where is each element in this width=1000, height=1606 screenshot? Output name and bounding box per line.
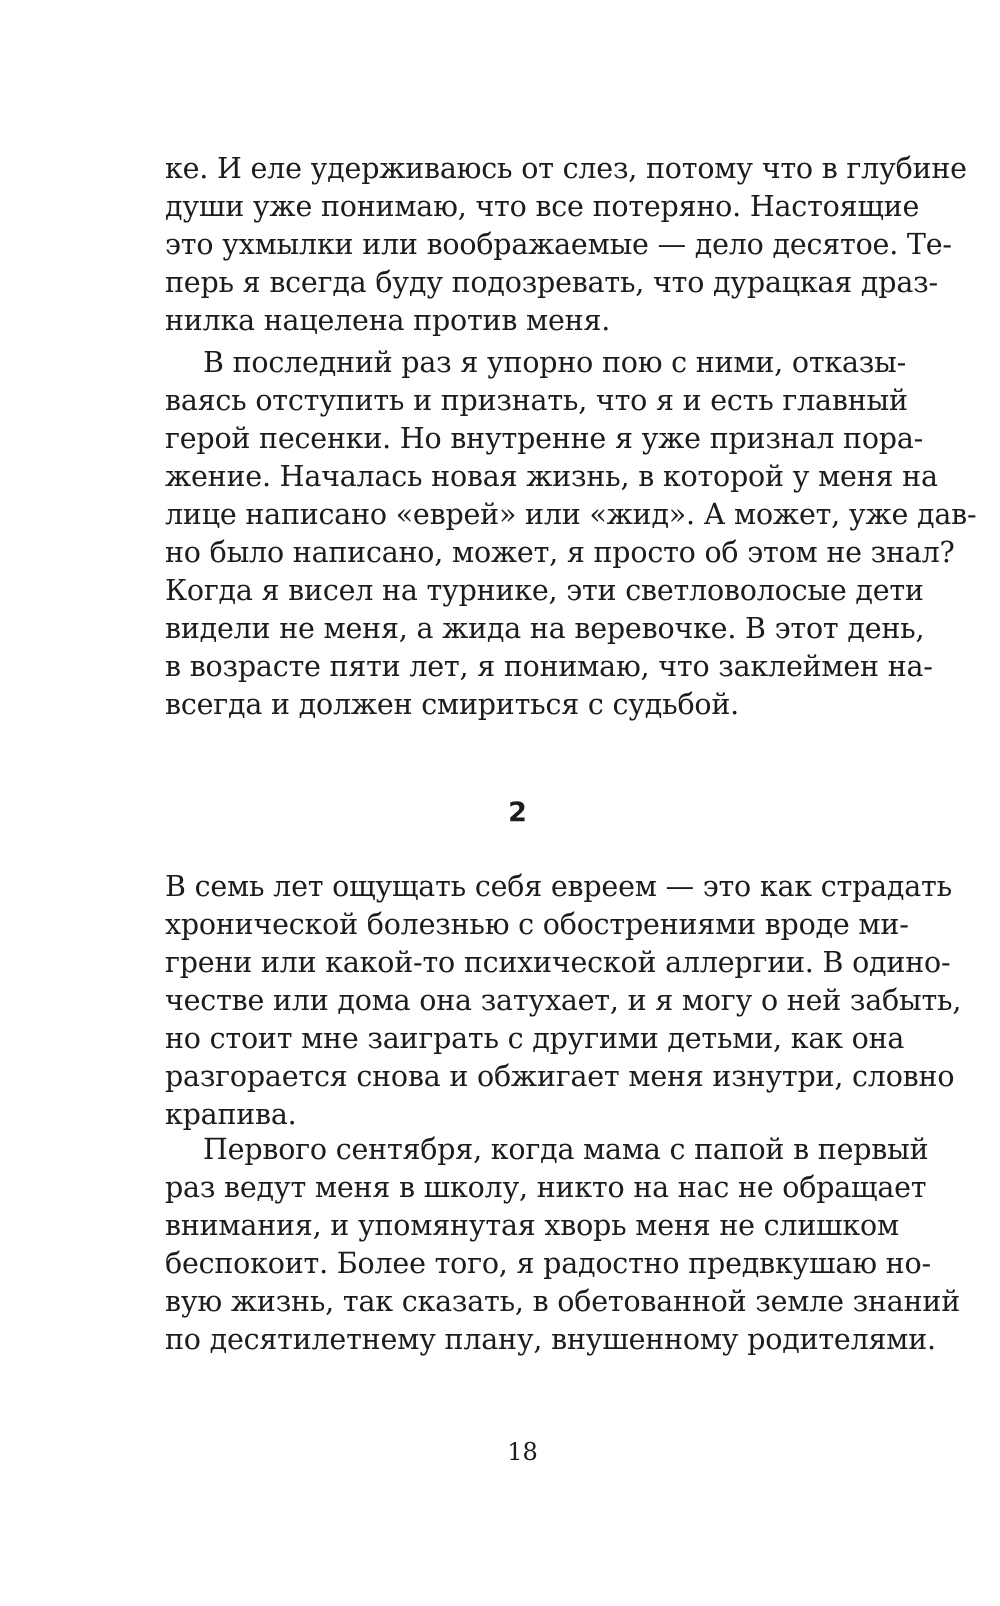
text-line: по десятилетнему плану, внушенному родителями.	[165, 1323, 936, 1356]
text-line: это ухмылки или воображаемые — дело десятое. Те-	[165, 228, 952, 261]
text-line: честве или дома она затухает, и я могу о ней забыть,	[165, 984, 962, 1017]
text-line: В последний раз я упорно пою с ними, отказы-	[203, 346, 907, 379]
text-line: души уже понимаю, что все потеряно. Настоящие	[165, 190, 920, 223]
page-number: 18	[507, 1438, 538, 1466]
text-line: беспокоит. Более того, я радостно предвкушаю но-	[165, 1247, 931, 1280]
paragraph	[165, 868, 962, 1134]
text-line: разгорается снова и обжигает меня изнутри, словно	[165, 1060, 955, 1093]
paragraph-continuation	[165, 150, 967, 340]
text-line: Когда я висел на турнике, эти светловолосые дети	[165, 574, 924, 607]
text-line: В семь лет ощущать себя евреем — это как страдать	[165, 870, 952, 903]
text-line: раз ведут меня в школу, никто на нас не обращает	[165, 1171, 927, 1204]
text-line: но было написано, может, я просто об этом не знал?	[165, 536, 955, 569]
text-line: но стоит мне заиграть с другими детьми, как она	[165, 1022, 905, 1055]
paragraph	[165, 1131, 960, 1359]
text-line: ке. И еле удерживаюсь от слез, потому что в глубине	[165, 152, 967, 185]
text-line: ваясь отступить и признать, что я и есть главный	[165, 384, 908, 417]
text-line: видели не меня, а жида на веревочке. В этот день,	[165, 612, 925, 645]
text-line: герой песенки. Но внутренне я уже признал пора-	[165, 422, 924, 455]
text-line: в возрасте пяти лет, я понимаю, что заклеймен на-	[165, 650, 933, 683]
text-line: Первого сентября, когда мама с папой в первый	[203, 1133, 929, 1166]
text-line: нилка нацелена против меня.	[165, 304, 611, 337]
text-line: внимания, и упомянутая хворь меня не слишком	[165, 1209, 899, 1242]
chapter-number: 2	[508, 797, 527, 828]
text-line: перь я всегда буду подозревать, что дурацкая драз-	[165, 266, 938, 299]
text-line: лице написано «еврей» или «жид». А может, уже дав-	[165, 498, 977, 531]
text-line: жение. Началась новая жизнь, в которой у меня на	[165, 460, 938, 493]
text-line: всегда и должен смириться с судьбой.	[165, 688, 740, 721]
paragraph	[165, 344, 977, 724]
text-line: хронической болезнью с обострениями вроде ми-	[165, 908, 909, 941]
text-line: крапива.	[165, 1098, 297, 1131]
text-line: вую жизнь, так сказать, в обетованной земле знаний	[165, 1285, 960, 1318]
text-line: грени или какой-то психической аллергии. В одино-	[165, 946, 951, 979]
